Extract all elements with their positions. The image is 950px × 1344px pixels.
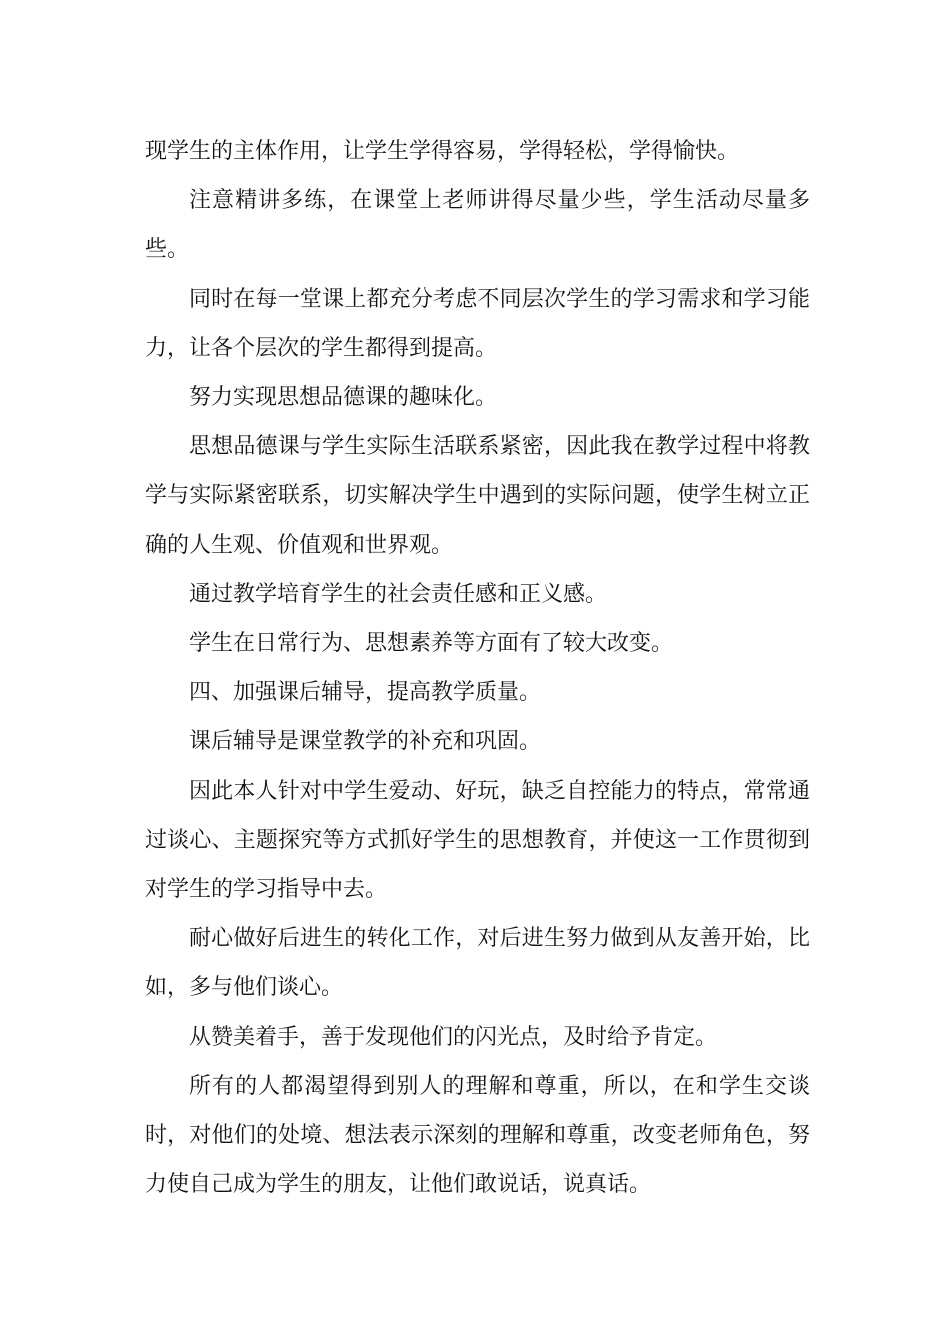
paragraph: 课后辅导是课堂教学的补充和巩固。 <box>189 729 542 755</box>
section-heading: 四、加强课后辅导，提高教学质量。 <box>189 680 542 706</box>
paragraph: 思想品德课与学生实际生活联系紧密，因此我在教学过程中将教学与实际紧密联系，切实解决学生中遇到的实际问题，使学生树立正确的人生观、价值观和世界观。 <box>145 434 810 558</box>
paragraph: 因此本人针对中学生爱动、好玩，缺乏自控能力的特点，常常通过谈心、主题探究等方式抓好学生的思想教育，并使这一工作贯彻到对学生的学习指导中去。 <box>145 778 810 903</box>
paragraph: 通过教学培育学生的社会责任感和正义感。 <box>189 581 608 607</box>
paragraph: 从赞美着手，善于发现他们的闪光点，及时给予肯定。 <box>189 1024 718 1050</box>
paragraph: 努力实现思想品德课的趣味化。 <box>189 385 498 411</box>
paragraph: 学生在日常行为、思想素养等方面有了较大改变。 <box>189 631 674 657</box>
paragraph: 耐心做好后进生的转化工作，对后进生努力做到从友善开始，比如，多与他们谈心。 <box>145 926 810 1001</box>
paragraph-continuation: 现学生的主体作用，让学生学得容易，学得轻松，学得愉快。 <box>145 139 740 164</box>
paragraph: 所有的人都渴望得到别人的理解和尊重，所以，在和学生交谈时，对他们的处境、想法表示深刻的理解和尊重，改变老师角色，努力使自己成为学生的朋友，让他们敢说话，说真话。 <box>145 1073 810 1198</box>
document-body <box>145 127 810 1209</box>
paragraph: 注意精讲多练，在课堂上老师讲得尽量少些，学生活动尽量多些。 <box>145 188 810 263</box>
paragraph: 同时在每一堂课上都充分考虑不同层次学生的学习需求和学习能力，让各个层次的学生都得到提高。 <box>145 286 810 361</box>
